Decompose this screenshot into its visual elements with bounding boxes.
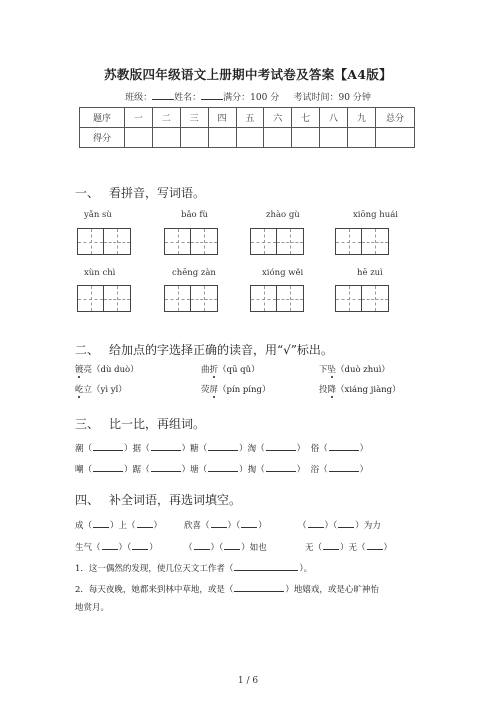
dotted-character: 屹 bbox=[75, 385, 84, 395]
score-cell[interactable] bbox=[320, 128, 348, 148]
idiom-fill-d bbox=[75, 540, 158, 553]
word-blank[interactable] bbox=[151, 462, 181, 472]
paren: （ bbox=[83, 465, 93, 475]
dotted-character: 镀 bbox=[75, 365, 84, 375]
idiom-blank[interactable] bbox=[338, 518, 354, 528]
idiom-text: ）（ bbox=[227, 521, 241, 531]
writing-cell[interactable] bbox=[164, 285, 191, 312]
pinyin-label: chēng zàn bbox=[172, 268, 216, 278]
word-blank[interactable] bbox=[93, 462, 123, 472]
paren: （ bbox=[141, 465, 150, 475]
paren: （ bbox=[319, 444, 328, 454]
question-text: ）。 bbox=[299, 564, 313, 574]
reading-choice-item bbox=[319, 383, 401, 395]
exam-time: 考试时间：90 分钟 bbox=[293, 93, 371, 103]
name-label: 姓名： bbox=[174, 93, 202, 103]
class-blank[interactable] bbox=[152, 91, 174, 100]
paren: ） bbox=[296, 444, 306, 454]
score-cell[interactable] bbox=[208, 128, 236, 148]
idiom-blank[interactable] bbox=[132, 540, 148, 550]
paren: ） bbox=[239, 465, 248, 475]
score-cell[interactable] bbox=[292, 128, 320, 148]
idiom-blank[interactable] bbox=[224, 540, 240, 550]
idiom-blank[interactable] bbox=[102, 540, 118, 550]
pinyin-options[interactable]: 亮（dù duò） bbox=[83, 365, 139, 375]
paren: ） bbox=[124, 465, 133, 475]
character: 塘 bbox=[190, 465, 199, 475]
page-title: 苏教版四年级语文上册期中考试卷及答案【A4版】 bbox=[104, 67, 392, 82]
word-blank[interactable] bbox=[151, 441, 181, 451]
word-blank[interactable] bbox=[329, 462, 359, 472]
pinyin-label: hē zuì bbox=[357, 268, 383, 278]
word-blank[interactable] bbox=[329, 441, 359, 451]
score-cell[interactable] bbox=[125, 128, 153, 148]
paren: （ bbox=[198, 465, 208, 475]
word-blank[interactable] bbox=[208, 462, 238, 472]
paren: （ bbox=[319, 465, 328, 475]
score-header-cell: 五 bbox=[236, 108, 264, 128]
item-text: 曲 bbox=[201, 365, 210, 375]
question-text: 2．每天夜晚，她都来到林中草地，或是（ bbox=[75, 585, 234, 595]
writing-cell[interactable] bbox=[335, 285, 362, 312]
idiom-blank[interactable] bbox=[211, 518, 227, 528]
pinyin-label: yǎn sù bbox=[84, 210, 112, 220]
writing-grid[interactable] bbox=[164, 228, 218, 255]
writing-grid[interactable] bbox=[164, 285, 218, 312]
idiom-blank[interactable] bbox=[367, 540, 383, 550]
writing-grid[interactable] bbox=[250, 228, 304, 255]
name-blank[interactable] bbox=[201, 91, 223, 100]
paren: ） bbox=[239, 444, 248, 454]
writing-cell[interactable] bbox=[362, 228, 389, 255]
section-number: 二、 bbox=[75, 343, 100, 357]
compare-row-1 bbox=[75, 441, 368, 454]
dotted-character: 降 bbox=[327, 385, 337, 395]
character: 据 bbox=[132, 444, 142, 454]
paren: ） bbox=[359, 444, 369, 454]
score-cell[interactable] bbox=[152, 128, 180, 148]
writing-cell[interactable] bbox=[277, 285, 304, 312]
idiom-text: 成（ bbox=[75, 521, 93, 531]
writing-grid[interactable] bbox=[335, 228, 389, 255]
dotted-character: 坠 bbox=[327, 365, 337, 375]
score-header-cell: 七 bbox=[292, 108, 320, 128]
item-text: 荧 bbox=[201, 385, 210, 395]
idiom-text: ） bbox=[258, 521, 267, 531]
pinyin-options[interactable]: （qū qǔ） bbox=[218, 365, 260, 375]
question-text: 1．这一偶然的发现，使几位天文工作者（ bbox=[75, 564, 234, 574]
idiom-fill-b bbox=[184, 518, 267, 531]
character: 潮 bbox=[75, 444, 84, 454]
page-number: 1 / 6 bbox=[237, 676, 259, 686]
writing-cell[interactable] bbox=[362, 285, 389, 312]
idiom-blank[interactable] bbox=[93, 518, 109, 528]
idiom-fill-c bbox=[298, 518, 381, 531]
writing-cell[interactable] bbox=[77, 285, 104, 312]
item-text: 投 bbox=[319, 385, 328, 395]
paren: （ bbox=[83, 444, 93, 454]
score-header-cell: 一 bbox=[125, 108, 153, 128]
writing-cell[interactable] bbox=[191, 228, 218, 255]
section-title: 看拼音，写词语。 bbox=[109, 186, 206, 200]
score-header-row bbox=[80, 108, 415, 128]
idiom-text: ）（ bbox=[118, 543, 132, 553]
idiom-text: ）如也 bbox=[241, 543, 267, 553]
full-score: 满分：100 分 bbox=[223, 93, 280, 103]
paren: （ bbox=[256, 465, 265, 475]
section-title: 比一比，再组词。 bbox=[109, 417, 206, 431]
exam-info bbox=[0, 90, 496, 103]
answer-blank[interactable] bbox=[234, 582, 284, 592]
idiom-fill-a bbox=[75, 518, 162, 531]
character: 糖 bbox=[190, 444, 199, 454]
score-header-cell: 六 bbox=[264, 108, 292, 128]
writing-cell[interactable] bbox=[104, 285, 131, 312]
paren: ） bbox=[296, 465, 306, 475]
section-2-heading bbox=[75, 341, 333, 358]
idiom-blank[interactable] bbox=[137, 518, 153, 528]
compare-row-2 bbox=[75, 462, 368, 475]
word-blank[interactable] bbox=[208, 441, 238, 451]
score-table bbox=[79, 107, 415, 148]
score-header-cell: 四 bbox=[208, 108, 236, 128]
reading-choice-item bbox=[201, 363, 260, 375]
pinyin-label: xùn chì bbox=[84, 268, 116, 278]
writing-cell[interactable] bbox=[77, 228, 104, 255]
writing-grid[interactable] bbox=[77, 285, 131, 312]
idiom-text: 生气（ bbox=[75, 543, 101, 553]
score-value-row bbox=[80, 128, 415, 148]
writing-cell[interactable] bbox=[277, 228, 304, 255]
writing-cell[interactable] bbox=[250, 285, 277, 312]
writing-cell[interactable] bbox=[250, 228, 277, 255]
writing-grid[interactable] bbox=[335, 285, 389, 312]
item-text: 下 bbox=[319, 365, 328, 375]
character: 踞 bbox=[132, 465, 142, 475]
idiom-text: ）为力 bbox=[355, 521, 381, 531]
section-number: 三、 bbox=[75, 417, 100, 431]
paren: ） bbox=[124, 444, 133, 454]
idiom-blank[interactable] bbox=[241, 518, 257, 528]
idiom-text: ）无（ bbox=[340, 543, 366, 553]
score-header-cell: 三 bbox=[180, 108, 208, 128]
writing-cell[interactable] bbox=[191, 285, 218, 312]
pinyin-label: xiōng huái bbox=[353, 210, 398, 220]
paren: ） bbox=[181, 465, 191, 475]
section-1-heading bbox=[75, 184, 205, 201]
score-header-cell: 二 bbox=[152, 108, 180, 128]
idiom-text: ） bbox=[153, 521, 163, 531]
fill-question-2-continued: 地赏月。 bbox=[75, 603, 110, 613]
answer-blank[interactable] bbox=[234, 561, 298, 571]
section-number: 四、 bbox=[75, 493, 100, 507]
character: 浴 bbox=[310, 465, 320, 475]
paren: （ bbox=[256, 444, 265, 454]
score-header-cell: 八 bbox=[320, 108, 348, 128]
score-cell[interactable] bbox=[348, 128, 376, 148]
character: 淘 bbox=[247, 444, 257, 454]
word-blank[interactable] bbox=[266, 462, 296, 472]
writing-cell[interactable] bbox=[104, 228, 131, 255]
idiom-text: （ bbox=[298, 521, 307, 531]
pinyin-options[interactable]: （xiáng jiàng） bbox=[336, 385, 401, 395]
score-cell[interactable] bbox=[236, 128, 264, 148]
pinyin-options[interactable]: （duò zhuì） bbox=[336, 365, 390, 375]
character: 掏 bbox=[247, 465, 257, 475]
reading-choice-item bbox=[75, 383, 127, 395]
word-blank[interactable] bbox=[266, 441, 296, 451]
fill-question-2 bbox=[75, 582, 379, 595]
fill-question-1 bbox=[75, 561, 312, 574]
reading-choice-item bbox=[75, 363, 139, 375]
paren: ） bbox=[181, 444, 191, 454]
section-title: 补全词语，再选词填空。 bbox=[109, 493, 242, 507]
idiom-fill-f bbox=[305, 540, 392, 553]
writing-cell[interactable] bbox=[164, 228, 191, 255]
idiom-text: ）上（ bbox=[110, 521, 136, 531]
score-header-cell: 九 bbox=[348, 108, 376, 128]
dotted-character: 折 bbox=[209, 365, 219, 375]
idiom-text: ） bbox=[149, 543, 158, 553]
word-blank[interactable] bbox=[93, 441, 123, 451]
score-cell[interactable] bbox=[376, 128, 415, 148]
writing-grid[interactable] bbox=[250, 285, 304, 312]
pinyin-label: xióng wěi bbox=[262, 268, 304, 278]
character: 嘲 bbox=[75, 465, 84, 475]
idiom-blank[interactable] bbox=[308, 518, 324, 528]
reading-choice-item bbox=[319, 363, 390, 375]
pinyin-label: bǎo fù bbox=[181, 210, 208, 220]
score-header-cell: 总分 bbox=[376, 108, 415, 128]
section-4-heading bbox=[75, 491, 241, 508]
writing-grid[interactable] bbox=[77, 228, 131, 255]
score-cell[interactable] bbox=[180, 128, 208, 148]
paren: （ bbox=[141, 444, 150, 454]
character: 俗 bbox=[310, 444, 320, 454]
idiom-text: ）（ bbox=[324, 521, 338, 531]
score-header-cell: 题序 bbox=[80, 108, 125, 128]
paren: （ bbox=[198, 444, 208, 454]
section-number: 一、 bbox=[75, 186, 100, 200]
dotted-character: 屏 bbox=[209, 385, 219, 395]
idiom-text: 无（ bbox=[305, 543, 323, 553]
idiom-text: 欣喜（ bbox=[184, 521, 210, 531]
idiom-text: ）（ bbox=[210, 543, 224, 553]
score-row-label: 得分 bbox=[80, 128, 125, 148]
score-cell[interactable] bbox=[264, 128, 292, 148]
reading-choice-item bbox=[201, 383, 270, 395]
pinyin-options[interactable]: 立（yì yǐ） bbox=[83, 385, 127, 395]
section-title: 给加点的字选择正确的读音，用“√”标出。 bbox=[109, 343, 333, 357]
writing-cell[interactable] bbox=[335, 228, 362, 255]
idiom-blank[interactable] bbox=[323, 540, 339, 550]
pinyin-label: zhào gù bbox=[266, 210, 300, 220]
pinyin-options[interactable]: （pín píng） bbox=[218, 385, 271, 395]
section-3-heading bbox=[75, 415, 205, 432]
paren: ） bbox=[359, 465, 369, 475]
question-text: ）地嬉戏，或是心旷神怡 bbox=[285, 585, 379, 595]
idiom-text: （ bbox=[184, 543, 193, 553]
idiom-text: ） bbox=[383, 543, 393, 553]
class-label: 班级： bbox=[125, 93, 153, 103]
idiom-fill-e bbox=[184, 540, 267, 553]
idiom-blank[interactable] bbox=[194, 540, 210, 550]
